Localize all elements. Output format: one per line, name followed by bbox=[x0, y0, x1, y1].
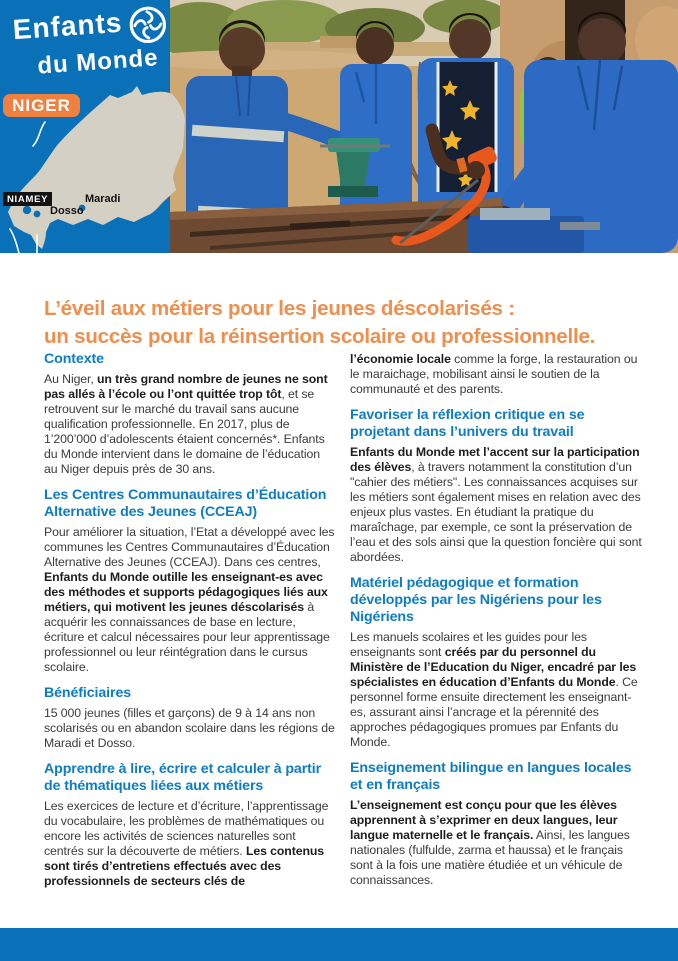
article-column-left bbox=[44, 349, 336, 891]
page-title-line2: un succès pour la réinsertion scolaire ou professionnelle. bbox=[44, 324, 596, 348]
page-title bbox=[44, 295, 654, 351]
paragraph: Au Niger, un très grand nombre de jeunes ne sont pas allés à l’école ou l’ont quittée trop tôt, et se retrouvent sur le marché du travail sans aucune qualification professionnelle. En 2017, plus de 1’200’000 d’adolescents étaient concernés*. Enfants du Monde intervient dans le domaine de l’éducation au Niger depuis près de 30 ans. bbox=[44, 372, 328, 476]
paragraph: l’économie locale comme la forge, la restauration ou le maraichage, mobilisant ainsi le soutien de la communauté et des parents. bbox=[350, 352, 638, 396]
paragraph: L’enseignement est conçu pour que les élèves apprennent à s’exprimer en deux langues, leur langue maternelle et le français. Ainsi, les langues nationales (fulfulde, zarma et haussa) et le français sont à la fois une matière étudiée et un véhicule de connaissances. bbox=[350, 798, 630, 887]
logo-text-line2: du Monde bbox=[36, 44, 160, 80]
map-city-label-dosso: Dosso bbox=[50, 205, 84, 217]
header-photo-illustration bbox=[170, 0, 678, 253]
section-heading: Favoriser la réflexion critique en se projetant dans l’univers du travail bbox=[350, 407, 585, 440]
map-city-label-maradi: Maradi bbox=[85, 193, 121, 205]
paragraph: Les manuels scolaires et les guides pour les enseignants sont créés par du personnel du Ministère de l’Education du Niger, encadré par les spécialistes en éducation d’Enfants du Monde. Ce personnel forme ensuite directement les enseignant-es, assurant ainsi l’ancrage et la pérennité des approches pédagogiques promues par Enfants du Monde. bbox=[350, 630, 638, 749]
footer-bar bbox=[0, 928, 678, 961]
paragraph: 15 000 jeunes (filles et garçons) de 9 à 14 ans non scolarisés ou en abandon scolaire dans les régions de Maradi et Dosso. bbox=[44, 706, 335, 750]
section-heading: Les Centres Communautaires d’Éducation Alternative des Jeunes (CCEAJ) bbox=[44, 487, 327, 520]
section-heading: Apprendre à lire, écrire et calculer à partir de thématiques liées aux métiers bbox=[44, 761, 322, 794]
logo bbox=[12, 5, 166, 82]
page-title-line1: L’éveil aux métiers pour les jeunes déscolarisés : bbox=[44, 296, 515, 320]
paragraph: Les exercices de lecture et d’écriture, l’apprentissage du vocabulaire, les problèmes de mathématiques ou encore les activités de sciences naturelles sont centrés sur la découverte de métiers. Les contenus sont tirés d’entretiens effectués avec des professionnels de secteurs clés de bbox=[44, 799, 329, 888]
region-badge: NIGER bbox=[3, 94, 80, 117]
header bbox=[0, 0, 678, 253]
city-marker-dosso bbox=[34, 211, 41, 218]
neighbor-border-line bbox=[33, 122, 45, 146]
section-heading: Matériel pédagogique et formation développés par les Nigériens pour les Nigériens bbox=[350, 575, 602, 625]
neighbor-border-line bbox=[10, 229, 20, 257]
city-marker-niamey bbox=[23, 206, 31, 214]
section-heading: Bénéficiaires bbox=[44, 685, 132, 701]
paragraph: Pour améliorer la situation, l’Etat a développé avec les communes les Centres Communautaires d’Éducation Alternative des Jeunes (CCEAJ). Dans ces centres, Enfants du Monde outille les enseignant-es avec des méthodes et supports pédagogiques liés aux métiers, qui motivent les jeunes déscolarisés à acquérir les connaissances de base en lecture, écriture et calcul nécessaires pour leur apprentissage professionnel ou leur réintégration dans le cursus scolaire. bbox=[44, 525, 335, 674]
map-city-label-niamey: NIAMEY bbox=[3, 192, 52, 206]
section-heading: Enseignement bilingue en langues locales et en français bbox=[350, 760, 632, 793]
section-heading: Contexte bbox=[44, 351, 104, 367]
logo-text-line1: Enfants bbox=[11, 6, 124, 46]
paragraph: Enfants du Monde met l’accent sur la participation des élèves, à travers notamment la constitution d’un "cahier des métiers". Les connaissances acquises sur les métiers sont également mises en relation avec des enjeux plus vastes. En étudiant la pratique du maraîchage, par exemple, ce sont la préservation de l’eau et des sols ainsi que la question foncière qui sont abordées. bbox=[350, 445, 642, 564]
article-column-right bbox=[350, 349, 642, 890]
